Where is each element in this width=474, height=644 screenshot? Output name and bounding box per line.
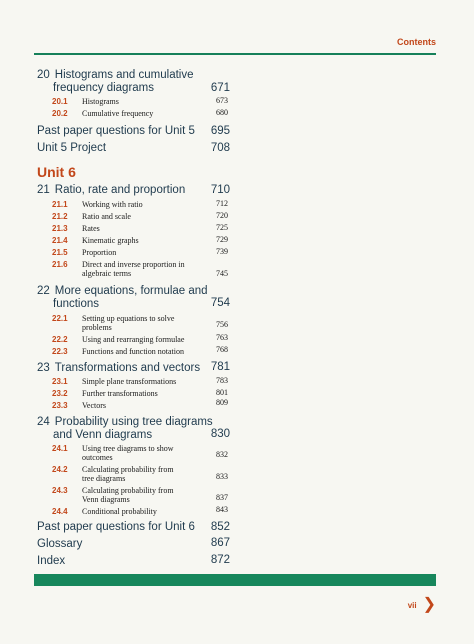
chapter-20-page: 671 xyxy=(210,82,230,94)
section-number: 24.1 xyxy=(52,444,68,453)
section-page: 763 xyxy=(216,333,228,342)
section-title[interactable]: Kinematic graphs xyxy=(82,236,139,245)
section-title[interactable] xyxy=(82,314,174,332)
section-number: 24.3 xyxy=(52,486,68,495)
chapter-number: 22 xyxy=(37,285,50,297)
section-number: 21.1 xyxy=(52,200,68,209)
section-title[interactable]: Rates xyxy=(82,224,100,233)
section-number: 24.2 xyxy=(52,465,68,474)
section-number: 21.2 xyxy=(52,212,68,221)
page-number: vii xyxy=(407,600,417,610)
section-page: 739 xyxy=(216,247,228,256)
unit-5-project[interactable]: Unit 5 Project xyxy=(37,142,107,154)
section-title[interactable] xyxy=(82,444,174,462)
section-title[interactable]: Histograms xyxy=(82,97,119,106)
section-page: 745 xyxy=(216,269,228,278)
section-title[interactable]: Using and rearranging formulae xyxy=(82,335,185,344)
chapter-24-page: 830 xyxy=(210,428,230,440)
section-title-line2: problems xyxy=(82,323,112,332)
chapter-23-page: 781 xyxy=(210,361,230,373)
index-entry[interactable]: Index xyxy=(37,555,66,567)
section-title[interactable]: Cumulative frequency xyxy=(82,109,154,118)
top-rule xyxy=(34,53,436,55)
chapter-title-line1: More equations, formulae and xyxy=(54,285,208,297)
section-page: 725 xyxy=(216,223,228,232)
section-title[interactable]: Ratio and scale xyxy=(82,212,131,221)
chapter-title-line2: frequency diagrams xyxy=(53,82,154,94)
page-footer xyxy=(408,597,436,613)
chapter-title-line2: and Venn diagrams xyxy=(53,429,153,441)
section-title-line2: tree diagrams xyxy=(82,474,126,483)
section-title-line2: outcomes xyxy=(82,453,113,462)
section-page: 801 xyxy=(216,388,228,397)
section-title-line1: Direct and inverse proportion in xyxy=(82,260,185,269)
running-header: Contents xyxy=(397,37,436,47)
section-page: 680 xyxy=(216,108,228,117)
section-title-line1: Using tree diagrams to show xyxy=(82,444,174,453)
section-title[interactable]: Conditional probability xyxy=(82,507,157,516)
chapter-title-line2: functions xyxy=(53,298,100,310)
chapter-title-line1: Probability using tree diagrams xyxy=(54,416,213,428)
section-page: 809 xyxy=(216,398,228,407)
index-page: 872 xyxy=(210,554,230,566)
section-page: 837 xyxy=(216,493,228,502)
glossary-entry[interactable]: Glossary xyxy=(37,538,83,550)
chevron-right-icon[interactable]: ❯ xyxy=(422,596,436,613)
section-number: 20.1 xyxy=(52,97,68,106)
past-paper-unit-6-page: 852 xyxy=(210,521,230,533)
section-page: 768 xyxy=(216,345,228,354)
section-page: 833 xyxy=(216,472,228,481)
chapter-title-line1: Transformations and vectors xyxy=(54,362,201,374)
chapter-21-page: 710 xyxy=(210,184,230,196)
section-title-line2: Venn diagrams xyxy=(82,495,130,504)
chapter-20-title[interactable] xyxy=(37,69,194,95)
section-number: 24.4 xyxy=(52,507,68,516)
chapter-number: 23 xyxy=(37,362,50,374)
unit-5-project-page: 708 xyxy=(210,142,230,154)
section-page: 832 xyxy=(216,450,228,459)
section-number: 23.3 xyxy=(52,401,68,410)
section-number: 23.2 xyxy=(52,389,68,398)
section-number: 20.2 xyxy=(52,109,68,118)
section-title-line1: Calculating probability from xyxy=(82,486,174,495)
chapter-title-line1: Histograms and cumulative xyxy=(54,69,194,81)
unit-6-heading: Unit 6 xyxy=(37,164,76,180)
glossary-page: 867 xyxy=(210,537,230,549)
section-number: 22.1 xyxy=(52,314,68,323)
section-title[interactable] xyxy=(82,260,185,278)
section-title[interactable] xyxy=(82,486,174,504)
past-paper-unit-5[interactable]: Past paper questions for Unit 5 xyxy=(37,125,195,137)
section-page: 756 xyxy=(216,320,228,329)
section-number: 23.1 xyxy=(52,377,68,386)
section-number: 21.3 xyxy=(52,224,68,233)
section-number: 21.5 xyxy=(52,248,68,257)
past-paper-unit-5-page: 695 xyxy=(210,125,230,137)
section-page: 783 xyxy=(216,376,228,385)
chapter-title-line1: Ratio, rate and proportion xyxy=(54,184,186,196)
bottom-band xyxy=(34,574,436,586)
section-title[interactable]: Functions and function notation xyxy=(82,347,184,356)
chapter-21-title[interactable] xyxy=(37,184,185,197)
section-title[interactable] xyxy=(82,465,174,483)
section-title[interactable]: Simple plane transformations xyxy=(82,377,177,386)
section-title[interactable]: Working with ratio xyxy=(82,200,143,209)
section-number: 21.4 xyxy=(52,236,68,245)
section-page: 673 xyxy=(216,96,228,105)
section-number: 21.6 xyxy=(52,260,68,269)
chapter-number: 20 xyxy=(37,69,50,81)
section-page: 729 xyxy=(216,235,228,244)
section-page: 720 xyxy=(216,211,228,220)
section-title-line1: Calculating probability from xyxy=(82,465,174,474)
chapter-23-title[interactable] xyxy=(37,362,200,375)
section-title-line1: Setting up equations to solve xyxy=(82,314,175,323)
section-page: 843 xyxy=(216,505,228,514)
past-paper-unit-6[interactable]: Past paper questions for Unit 6 xyxy=(37,521,195,533)
section-number: 22.2 xyxy=(52,335,68,344)
section-title[interactable]: Proportion xyxy=(82,248,117,257)
chapter-22-page: 754 xyxy=(210,297,230,309)
chapter-number: 21 xyxy=(37,184,50,196)
section-number: 22.3 xyxy=(52,347,68,356)
chapter-number: 24 xyxy=(37,416,50,428)
section-title-line2: algebraic terms xyxy=(82,269,132,278)
section-title[interactable]: Further transformations xyxy=(82,389,158,398)
section-title[interactable]: Vectors xyxy=(82,401,106,410)
section-page: 712 xyxy=(216,199,228,208)
